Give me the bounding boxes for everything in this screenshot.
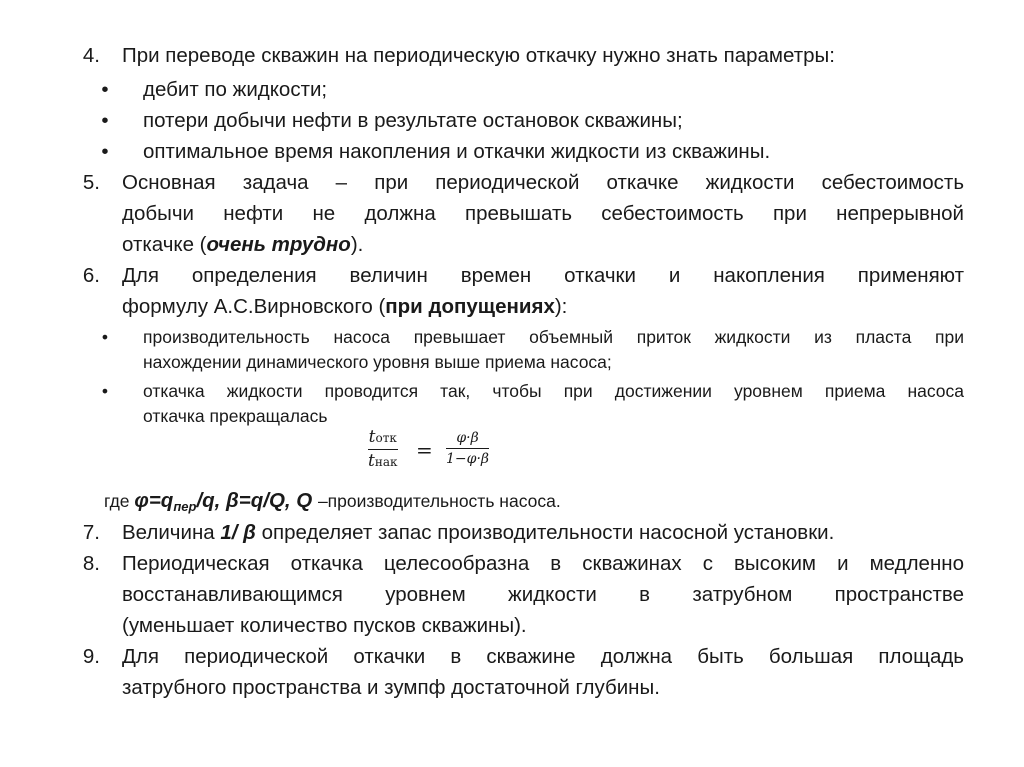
bullet-glyph: • bbox=[101, 327, 109, 347]
item-5-line3 bbox=[122, 233, 363, 257]
bold-text: при допущениях bbox=[385, 295, 555, 318]
item-number: 4. bbox=[82, 44, 100, 67]
bullet-text: потери добычи нефти в результате остановок скважины; bbox=[143, 109, 683, 132]
bullet-glyph: • bbox=[101, 381, 109, 401]
t-symbol: t bbox=[368, 451, 375, 471]
item-9-line2 bbox=[122, 676, 660, 700]
rhs-fraction bbox=[446, 428, 489, 469]
sub-bullet-line2 bbox=[143, 405, 328, 427]
item-number: 6. bbox=[82, 264, 100, 287]
item-text-part: ). bbox=[350, 233, 364, 256]
bullet-glyph: • bbox=[101, 78, 109, 101]
item-text-part: ): bbox=[554, 295, 568, 318]
formula-legend bbox=[104, 488, 561, 520]
emphasis-text: очень трудно bbox=[206, 233, 351, 256]
item-text-part: Величина bbox=[122, 521, 221, 544]
item-text: При переводе скважин на периодическую откачку нужно знать параметры: bbox=[122, 44, 835, 67]
item-number: 7. bbox=[82, 521, 100, 544]
phi-definition: φ=q bbox=[134, 489, 174, 512]
emphasis-text: 1/ β bbox=[220, 521, 256, 544]
t-symbol: t bbox=[368, 427, 376, 447]
virnovsky-formula bbox=[368, 424, 538, 482]
bullet-text-line: нахождении динамического уровня выше приема насоса; bbox=[143, 352, 612, 372]
item-number: 9. bbox=[82, 645, 100, 668]
legend-lead: где bbox=[104, 491, 135, 511]
bullet-text: дебит по жидкости; bbox=[143, 78, 328, 101]
subscript: нак bbox=[374, 455, 398, 469]
bullet-text: оптимальное время накопления и откачки жидкости из скважины. bbox=[143, 140, 771, 163]
item-text-line: Для определения величин времен откачки и накопления применяют bbox=[122, 264, 964, 287]
bullet-glyph: • bbox=[101, 140, 109, 163]
item-6-line2 bbox=[122, 295, 567, 319]
bullet-text-line: откачка прекращалась bbox=[143, 406, 328, 426]
sub-bullet-line2 bbox=[143, 351, 612, 373]
item-text-line: Основная задача – при периодической откачке жидкости себестоимость bbox=[122, 171, 964, 194]
item-text-line: Для периодической откачки в скважине должна быть большая площадь bbox=[122, 645, 964, 668]
item-text-part: откачке ( bbox=[122, 233, 207, 256]
item-text-line: затрубного пространства и зумпф достаточной глубины. bbox=[122, 676, 660, 699]
equals-sign: = bbox=[416, 438, 433, 462]
bullet-text-line: производительность насоса превышает объемный приток жидкости из пласта при bbox=[143, 327, 964, 347]
legend-symbols: /q, β=q/Q, Q bbox=[196, 489, 318, 512]
denominator: 1−φ·β bbox=[446, 451, 489, 467]
item-text bbox=[122, 521, 834, 545]
item-text-line: Периодическая откачка целесообразна в скважинах с высоким и медленно bbox=[122, 552, 964, 575]
subscript: отк bbox=[375, 431, 397, 445]
lhs-fraction bbox=[368, 426, 398, 473]
item-8-line3 bbox=[122, 614, 527, 638]
bullet-text-line: откачка жидкости проводится так, чтобы при достижении уровнем приема насоса bbox=[143, 381, 964, 401]
item-number: 5. bbox=[82, 171, 100, 194]
item-text-part: определяет запас производительности насосной установки. bbox=[255, 521, 835, 544]
item-text-line: (уменьшает количество пусков скважины). bbox=[122, 614, 527, 637]
item-number: 8. bbox=[82, 552, 100, 575]
item-text-line: добычи нефти не должна превышать себестоимость при непрерывной bbox=[122, 202, 964, 225]
phi-subscript: пер bbox=[173, 499, 197, 514]
item-text-line: восстанавливающимся уровнем жидкости в затрубном пространстве bbox=[122, 583, 964, 606]
item-text-part: формулу А.С.Вирновского ( bbox=[122, 295, 386, 318]
numerator: φ·β bbox=[456, 430, 479, 446]
bullet-glyph: • bbox=[101, 109, 109, 132]
legend-text: –производительность насоса. bbox=[317, 491, 561, 511]
